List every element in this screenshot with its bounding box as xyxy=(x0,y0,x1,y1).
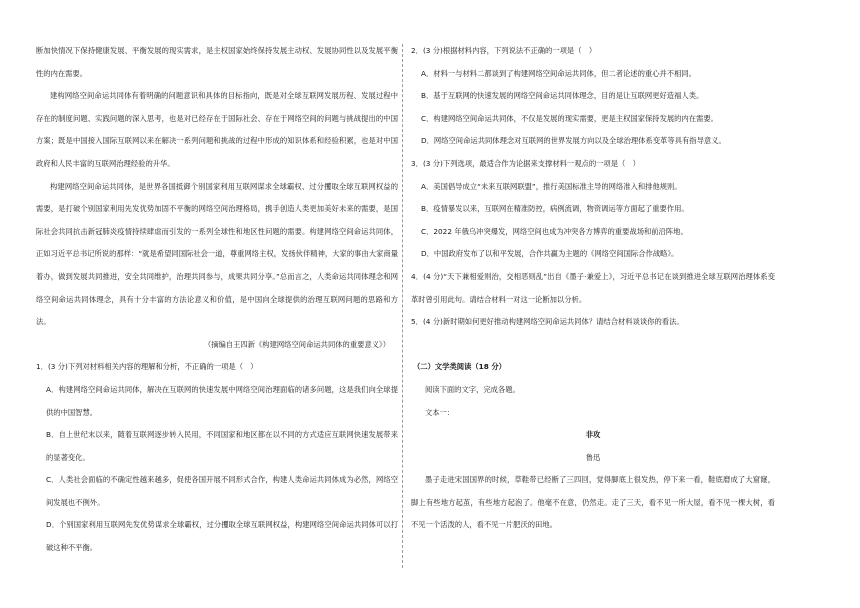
question-1-option-c: C．人类社会面临的不确定性越来越多，促使各国开展不同形式合作，构建人类命运共同体成为必然，网络空间发展也不例外。 xyxy=(46,475,398,507)
story-paragraph-1: 墨子走进宋国国界的时候，草鞋带已经断了三四回，觉得脚底上很发热，停下来一看，鞋底磨成了大窟窿，脚上有些地方起茧，有些地方起泡了。他毫不在意，仍然走。走了三天，看不见一所大屋，看不见一棵大树，看不见一个活泼的人，看不见一片肥沃的田地。 xyxy=(411,475,775,530)
paragraph-3: 构建网络空间命运共同体，是世界各国抵御个别国家利用互联网谋求全球霸权、过分攫取全球互联网权益的需要，是打破个别国家利用先发优势加固不平衡的网络空间治理格局，携手创造人类更加美好未来的需要，是国际社会共同抗击新冠肺炎疫情持续肆虐而引发的一系列全球性和地区性问题的需要。构建网络空间命运共同体，正如习近平总书记所说的那样：“就是希望同国际社会一道，尊重网络主权，发扬伙伴精神，大家的事由大家商量着办，做到发展共同推进，安全共同维护，治理共同参与，成果共同分享。”总而言之，人类命运共同体理念和网络空间命运共同体理念，具有十分丰富的方法论意义和价值，是中国向全球提供的治理互联网问题的思路和方法。 xyxy=(36,181,398,327)
text-label: 文本一： xyxy=(425,407,455,417)
question-1-option-d: D．个别国家利用互联网先发优势谋求全球霸权，过分攫取全球互联网权益，构建网络空间命运共同体可以打破这种不平衡。 xyxy=(46,520,398,553)
story-author: 鲁迅 xyxy=(585,452,601,462)
question-1-option-b: B．自上世纪末以来，随着互联网逐步转入民用，不同国家和地区都在以不同的方式适应互联网快速发展带来的显著变化。 xyxy=(46,430,398,462)
column-divider xyxy=(402,44,403,568)
question-3-option-b: B．疫情暴发以来，互联网在精准防控，病例流调，物资调运等方面起了重要作用。 xyxy=(421,204,689,214)
section-heading: （二）文学类阅读（18 分） xyxy=(413,362,506,372)
story-title: 非攻 xyxy=(585,430,601,440)
question-2-option-b: B．基于互联网的快速发展的网络空间命运共同体理念，目的是让互联网更好造福人类。 xyxy=(421,91,704,101)
paragraph-continuation: 断加快情况下保持健康发展、平衡发展的现实需求，是主权国家始终保持发展主动权、发展协同性以及发展平衡性的内在需要。 xyxy=(36,46,398,78)
question-3-option-d: D．中国政府发布了以和平发展，合作共赢为主题的《网络空间国际合作战略》。 xyxy=(421,249,679,259)
right-column xyxy=(411,40,775,537)
question-2-option-c: C．构建网络空间命运共同体，不仅是发展的现实需要，更是主权国家保持发展的内在需要。 xyxy=(421,113,718,123)
question-2-option-d: D．网络空间命运共同体理念对互联网的世界发展方向以及全球治理体系变革等具有指导意义。 xyxy=(421,136,726,146)
question-4: 4．(4 分)“天下兼相爱则治，交相恶则乱”出自《墨子·兼爱上》，习近平总书记在谈到推进全球互联网治理体系变革时曾引用此句。请结合材料一对这一论断加以分析。 xyxy=(411,271,775,304)
left-column xyxy=(36,40,398,560)
question-3-stem: 3．(3 分)下列选项，最适合作为论据来支撑材料一观点的一项是（ ） xyxy=(411,158,640,168)
question-5: 5．(4 分)新时期如何更好推动构建网络空间命运共同体？请结合材料谈谈你的看法。 xyxy=(411,317,684,327)
question-3-option-c: C．2022 年俄乌冲突爆发，网络空间也成为冲突各方博弈的重要战场和前沿阵地。 xyxy=(421,226,688,236)
reading-instruction: 阅读下面的文字，完成各题。 xyxy=(425,384,520,394)
question-1-option-a: A．构建网络空间命运共同体，解决在互联网的快速发展中网络空间治理面临的诸多问题，这是我们向全球提供的中国智慧。 xyxy=(46,384,398,417)
paragraph-2: 建构网络空间命运共同体有着明确的问题意识和具体的目标指向，既是对全球互联网发展历程、发展过程中存在的制度问题、实践问题的深入思考，也是对已经存在于国际社会、存在于网络空间的问题与挑战提出的中国方案；既是中国接入国际互联网以来在解决一系列问题和挑战的过程中形成的知识体系和经验积累，也是对中国政府和人民丰富的互联网治理经验的升华。 xyxy=(36,91,398,168)
question-2-stem: 2．(3 分)根据材料内容，下列说法不正确的一项是（ ） xyxy=(411,46,597,55)
source-citation: （摘编自王四新《构建网络空间命运共同体的重要意义》） xyxy=(203,339,390,349)
spacer xyxy=(411,334,775,357)
question-2-option-a: A．材料一与材料二都谈到了构建网络空间命运共同体，但二者论述的重心并不相同。 xyxy=(421,68,696,78)
question-3-option-a: A．美国倡导成立“未来互联网联盟”，推行美国标准主导的网络准入和排他规则。 xyxy=(421,181,682,191)
question-1-stem: 1．(3 分)下列对材料相关内容的理解和分析，不正确的一项是（ ） xyxy=(36,362,258,372)
